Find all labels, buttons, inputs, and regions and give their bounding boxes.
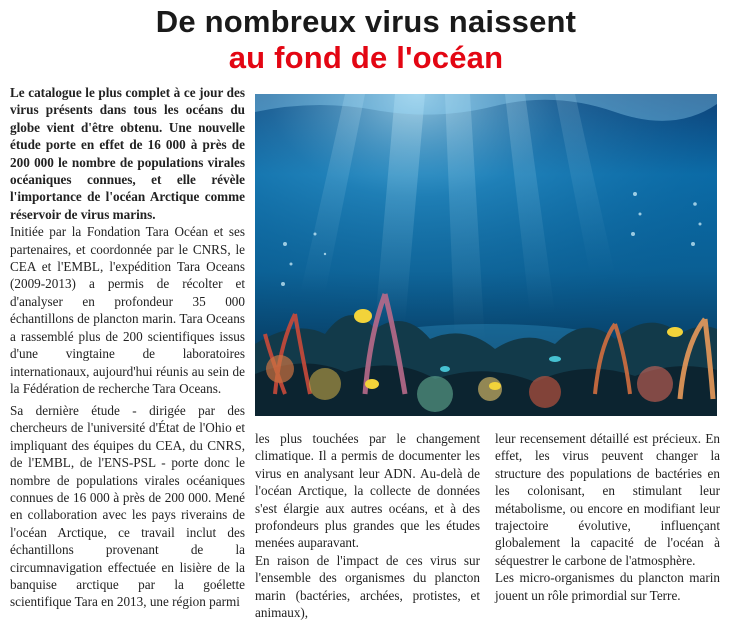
column-2 (255, 430, 480, 621)
body-paragraph-2: Initiée par la Fondation Tara Océan et ses partenaires, et coordonnée par le CNRS, le CEA et l'EMBL, l'expédition Tara Oceans (2009-2013) a permis de récolter et d'analyser en profondeur 35 000 échantillons de plancton marin. Tara Oceans a rassemblé plus de 200 scientifiques issus d'une vingtaine de laboratoires internationaux, aujourd'hui réunis au sein de la Fédération de recherche Tara Oceans. (10, 224, 245, 396)
column-3-paragraph-2: Les micro-organismes du plancton marin jouent un rôle primordial sur Terre. (495, 570, 720, 603)
column-2-paragraph-1: les plus touchées par le changement climatique. Il a permis de documenter les virus en analysant leur ADN. Au-delà de l'océan Arctique, la collecte de données s'est élargie aux autres océans, et à des profondeurs plus grandes que les études menées auparavant. (255, 431, 480, 551)
headline-line-1: De nombreux virus naissent (155, 4, 577, 39)
headline-line-2: au fond de l'océan (228, 40, 504, 75)
lead-text: Le catalogue le plus complet à ce jour des virus présents dans tous les océans du globe vient d'être obtenu. Une nouvelle étude porte en effet de 16 000 à près de 200 000 le nombre de populations virales océaniques connues, et elle révèle l'importance de l'océan Arctique comme réservoir de virus marins. (10, 85, 245, 222)
column-3-paragraph-1: leur recensement détaillé est précieux. En effet, les virus peuvent changer la structure des populations de bactéries en les colonisant, en stimulant leur métabolisme, ou encore en modifiant leur trajectoire évolutive, influençant globalement la capacité de l'océan à séquestrer le carbone de l'atmosphère. (495, 431, 720, 568)
column-3 (495, 430, 720, 604)
lead-paragraph (10, 84, 245, 397)
underwater-coral-reef-photo-icon (255, 94, 717, 416)
body-paragraph-3: Sa dernière étude - dirigée par des chercheurs de l'université d'État de l'Ohio et impliquant des équipes du CEA, du CNRS, de l'EMBL, de l'ENS-PSL - porte donc le nombre de populations virales océaniques connues de 16 000 à près de 200 000. Mené en collaboration avec les pays riverains de l'océan Arctique, ce travail inclut des échantillons provenant de la circumnavigation effectuée en lisière de la banquise arctique par la goélette scientifique Tara en 2013, une région parmi (10, 403, 245, 610)
column-1-bottom (10, 402, 245, 611)
underwater-coral-reef-photo (255, 94, 717, 416)
column-2-paragraph-2: En raison de l'impact de ces virus sur l'ensemble des organismes du plancton marin (bactéries, archées, protistes, et animaux), (255, 552, 480, 621)
